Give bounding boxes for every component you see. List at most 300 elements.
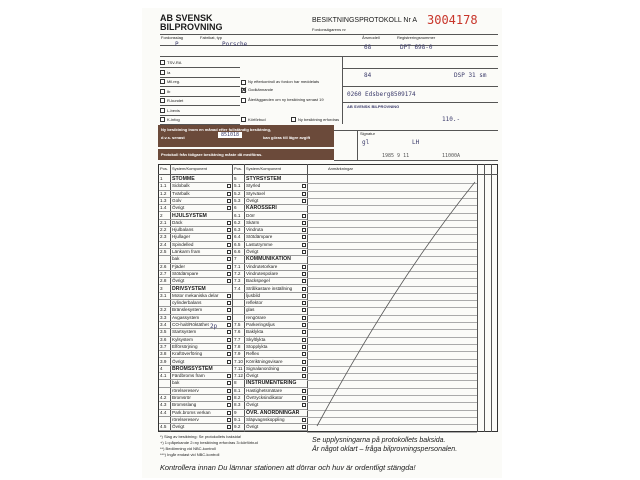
section-header: KAROSSERI — [246, 205, 277, 212]
reg-code-label: Mil.reg. — [167, 79, 181, 84]
row-label: Signalanordning — [246, 365, 280, 371]
row-checkbox[interactable] — [227, 345, 231, 349]
table-row — [159, 205, 232, 212]
row-checkbox[interactable] — [302, 360, 306, 364]
row-label: Stötdämpare — [172, 270, 199, 276]
row-checkbox[interactable] — [302, 294, 306, 298]
table-row — [233, 286, 307, 293]
table-row — [233, 234, 307, 241]
fabrikat-value: Porsche — [222, 41, 248, 48]
row-checkbox[interactable] — [227, 206, 231, 210]
footer-note3: **) Bedömning vid NBC-kontroll — [160, 446, 216, 451]
row-checkbox[interactable] — [302, 235, 306, 239]
row-label: Hjulbalans — [172, 227, 194, 233]
table-row — [159, 220, 232, 227]
notice1-line2: d.v.s. senast — [161, 135, 185, 140]
row-checkbox[interactable] — [227, 418, 231, 422]
row-checkbox[interactable] — [302, 184, 306, 188]
row-number: 3.4 — [160, 322, 167, 327]
row-checkbox[interactable] — [302, 287, 306, 291]
table-row — [233, 402, 307, 409]
logo-line1: AB SVENSK — [160, 13, 213, 23]
table-row — [159, 402, 232, 409]
row-label: glas — [246, 307, 255, 313]
table-row — [159, 322, 232, 329]
row-checkbox[interactable] — [227, 301, 231, 305]
row-checkbox[interactable] — [227, 425, 231, 429]
notice1-date: 851018 — [218, 132, 242, 138]
table-row — [159, 366, 232, 373]
initials-value: LH — [412, 139, 420, 146]
table-row — [233, 220, 307, 227]
row-checkbox[interactable] — [302, 279, 306, 283]
signatur-value: gl — [362, 139, 370, 146]
table-row — [233, 417, 307, 424]
date-value: DSP 31 sm — [454, 72, 487, 79]
row-checkbox[interactable] — [227, 338, 231, 342]
row-label: Vindruta — [246, 227, 264, 233]
row-checkbox[interactable] — [227, 323, 231, 327]
signatur-label: Signatur — [360, 131, 375, 136]
opt3-label: Återlägganden om ny besiktning senast 19 — [248, 97, 324, 102]
row-label: Övrigt — [172, 278, 185, 284]
row-label: Däck — [172, 219, 183, 225]
row-number: 5 — [234, 176, 237, 181]
row-number: 3 — [160, 285, 163, 291]
row-label: Vindrutetorkare — [246, 263, 278, 269]
row-number: 9.2 — [234, 424, 241, 430]
table-row — [233, 410, 307, 417]
arsmodell-value: 68 — [364, 44, 372, 51]
row-label: ljusbild — [246, 292, 261, 298]
table-row — [233, 198, 307, 205]
row-number: 4.2 — [160, 395, 167, 400]
row-checkbox[interactable] — [302, 250, 306, 254]
row-checkbox[interactable] — [302, 389, 306, 393]
table-row — [233, 359, 307, 366]
row-number: 8.3 — [234, 402, 241, 408]
row-checkbox[interactable] — [302, 228, 306, 232]
row-checkbox[interactable] — [227, 199, 231, 203]
protocol-number: 3004178 — [427, 13, 478, 27]
row-checkbox[interactable] — [227, 243, 231, 247]
footer-note6: Är något oklart – fråga bilprovningspersonalen. — [312, 446, 458, 453]
row-number: 9.1 — [234, 416, 241, 422]
row-number: 5.3 — [234, 197, 241, 203]
table-row — [159, 271, 232, 278]
table-row — [233, 191, 307, 198]
reg-code-checkbox[interactable] — [160, 98, 165, 103]
row-label: Stopplykta — [246, 343, 268, 349]
row-number: 7 — [234, 256, 237, 262]
row-checkbox[interactable] — [302, 221, 306, 225]
row-number: 7.8 — [234, 343, 241, 349]
row-label: Motor mekaniska delar — [172, 292, 219, 298]
row-label: bak — [172, 256, 180, 262]
row-number: 8.1 — [234, 387, 241, 393]
date-printed: 1985 9 11 — [382, 153, 410, 159]
table-row — [159, 286, 232, 293]
section-header: STOMME — [172, 176, 195, 182]
row-checkbox[interactable] — [227, 265, 231, 269]
row-label: Övrigt — [246, 197, 259, 203]
row-label: Övrigt — [172, 205, 185, 211]
row-label: Bränslesystem — [172, 307, 203, 313]
form-title: BESIKTNINGSPROTOKOLL Nr A — [312, 17, 418, 24]
pos-label-2: Pos. — [234, 166, 243, 171]
footer-note5: Se upplysningarna på protokollets baksida. — [312, 437, 446, 444]
row-number: 7.4 — [234, 285, 241, 291]
row-label: Övrigt — [246, 424, 259, 430]
table-row — [159, 373, 232, 380]
check-mark-icon: ✕ — [240, 85, 248, 95]
table-row — [159, 388, 232, 395]
row-number: 3.3 — [160, 314, 167, 320]
row-number: 4.3 — [160, 402, 167, 408]
row-label: bak — [172, 380, 180, 386]
reg-code-row — [160, 106, 240, 115]
table-row — [233, 278, 307, 285]
row-checkbox[interactable] — [302, 192, 306, 196]
table-row — [159, 424, 232, 431]
row-checkbox[interactable] — [227, 360, 231, 364]
row-number: 2.1 — [160, 219, 167, 225]
table-row — [233, 344, 307, 351]
table-row — [159, 249, 232, 256]
table-row — [159, 300, 232, 307]
row-number: 7.9 — [234, 351, 241, 357]
system-label: System/Komponent — [172, 166, 207, 171]
row-checkbox[interactable] — [227, 184, 231, 188]
table-row — [233, 373, 307, 380]
reg-code-checkbox[interactable] — [160, 117, 165, 122]
row-checkbox[interactable] — [302, 330, 306, 334]
logo-line2: BILPROVNING — [160, 22, 223, 32]
table-row — [159, 242, 232, 249]
arsmodell-label: Årsmodell — [362, 35, 380, 40]
row-checkbox[interactable] — [227, 272, 231, 276]
row-number: 5.2 — [234, 190, 241, 196]
table-row — [233, 176, 307, 183]
row-label: Spindelled — [172, 241, 194, 247]
row-label: Fjäder — [172, 263, 186, 269]
row-checkbox[interactable] — [302, 243, 306, 247]
table-row — [159, 337, 232, 344]
row-checkbox[interactable] — [227, 352, 231, 356]
anm-label: Anmärkningar — [328, 166, 353, 171]
reg-code-label: TSV-RA — [167, 60, 182, 65]
table-row — [233, 293, 307, 300]
table-row — [159, 395, 232, 402]
reg-code-row — [160, 96, 240, 105]
row-label: Övrigt — [246, 249, 259, 254]
row-label: Övrigt — [246, 402, 259, 408]
row-label: Hastighetsmätare — [246, 387, 283, 393]
row-checkbox[interactable] — [227, 221, 231, 225]
reg-code-label: L-bevis — [167, 107, 180, 113]
row-label: Länkarm fram — [172, 249, 201, 254]
row-label: Strålkastare inställning — [246, 285, 293, 291]
row-number: 1 — [160, 176, 163, 181]
footer-bottom: Kontrollera innan Du lämnar stationen att dörrar och huv är ordentligt stängda! — [160, 463, 416, 472]
row-number: 3.1 — [160, 292, 167, 298]
fabrikat-label: Fabrikat, typ — [200, 35, 223, 40]
row-number: 4.5 — [160, 424, 167, 430]
section-header: DRIVSYSTEM — [172, 285, 206, 292]
row-checkbox[interactable] — [227, 279, 231, 283]
row-number: 6.1 — [234, 212, 241, 218]
row-checkbox[interactable] — [302, 301, 306, 305]
section-header: BROMSSYSTEM — [172, 365, 213, 372]
reg-code-row — [160, 115, 240, 124]
fordonsslag-label: Fordonsslag — [161, 35, 184, 40]
row-checkbox[interactable] — [227, 308, 231, 312]
row-label: Stötdämpare — [246, 234, 273, 240]
row-number: 8 — [234, 380, 237, 386]
station-stamp: AB SVENSK BILPROVNING — [347, 104, 400, 109]
reg-code-checkbox[interactable] — [160, 60, 165, 65]
table-row — [159, 227, 232, 234]
row-label: rörelsereserv — [172, 416, 199, 422]
row-checkbox[interactable] — [227, 257, 231, 261]
row-label: rörelsereserv — [172, 387, 199, 393]
regnr-value: DPT 698-0 — [400, 44, 433, 51]
inspection-protocol-form — [142, 8, 502, 478]
section-header: KOMMUNIKATION — [246, 256, 291, 263]
table-row — [159, 176, 232, 183]
reg-code-label: K-infog — [167, 117, 180, 122]
footer-note1: *) Slag av besiktning: Se protokollets baksida! — [160, 434, 242, 439]
table-row — [159, 359, 232, 366]
row-checkbox[interactable] — [227, 381, 231, 385]
reg-code-row — [160, 77, 240, 86]
table-row — [159, 278, 232, 285]
table-row — [233, 227, 307, 234]
reg-code-label: Ia — [167, 69, 171, 75]
row-number: 7.10 — [234, 358, 243, 364]
row-checkbox[interactable] — [227, 235, 231, 239]
row-checkbox[interactable] — [302, 374, 306, 378]
table-row — [233, 380, 307, 387]
row-number: 7.1 — [234, 263, 241, 269]
opt4-checkbox[interactable] — [241, 117, 246, 122]
row-label: Körriktningsvisare — [246, 358, 283, 364]
row-label: Övrtrycksindikator — [246, 395, 283, 400]
table-row — [233, 264, 307, 271]
pos-label: Pos. — [160, 166, 169, 171]
row-checkbox[interactable] — [302, 272, 306, 276]
row-checkbox[interactable] — [302, 214, 306, 218]
row-number: 7.3 — [234, 278, 241, 284]
row-number: 3.9 — [160, 358, 167, 364]
table-row — [233, 249, 307, 256]
notice1-line1: Ny besiktning inom en månad efter fullständig besiktning, — [161, 127, 272, 132]
table-row — [159, 293, 232, 300]
section-header: HJULSYSTEM — [172, 212, 207, 219]
table-row — [233, 256, 307, 263]
row-label: Baklykta — [246, 329, 264, 335]
row-label: Backspegel — [246, 278, 270, 284]
row-checkbox[interactable] — [302, 338, 306, 342]
row-label: Elförsörjning — [172, 343, 198, 349]
opt2-label: Godkännande — [248, 87, 274, 92]
notice-band-2 — [158, 149, 334, 160]
table-row — [233, 366, 307, 373]
row-label: Bromsslang — [172, 402, 197, 408]
row-label: Dörr — [246, 212, 255, 218]
row-checkbox[interactable] — [302, 403, 306, 407]
row-label: Skärm — [246, 219, 260, 225]
row-checkbox[interactable] — [302, 345, 306, 349]
row-number: 8.2 — [234, 395, 241, 400]
table-row — [233, 424, 307, 431]
row-checkbox[interactable] — [302, 323, 306, 327]
row-label: Skyltlykta — [246, 336, 266, 342]
row-number: 6 — [234, 205, 237, 211]
row-label: Lastutrymme — [246, 241, 273, 247]
row-number: 6.4 — [234, 234, 241, 240]
row-number: 2.4 — [160, 241, 167, 247]
table-row — [159, 417, 232, 424]
reg-code-row — [160, 68, 240, 77]
matarstallning-value: 84 — [364, 72, 372, 79]
row-checkbox[interactable] — [302, 418, 306, 422]
registreringsnummer-label: Registreringsnummer — [397, 35, 436, 40]
table-row — [233, 329, 307, 336]
row-number: 6.3 — [234, 227, 241, 233]
row-checkbox[interactable] — [227, 396, 231, 400]
notice1-line3: kan göras till lägre avgift — [263, 135, 311, 140]
row-number: 5.1 — [234, 183, 241, 189]
table-row — [233, 183, 307, 190]
table-row — [159, 344, 232, 351]
row-number: 1.4 — [160, 205, 167, 211]
row-label: Övrigt — [172, 358, 185, 364]
left-handwritten-mark: 2p — [210, 323, 218, 330]
row-checkbox[interactable] — [227, 374, 231, 378]
row-number: 3.7 — [160, 343, 167, 349]
row-checkbox[interactable] — [302, 265, 306, 269]
row-number: 1.3 — [160, 197, 167, 203]
row-number: 7.6 — [234, 329, 241, 335]
row-label: Parkeringsljus — [246, 322, 275, 327]
chassinummer-value: 0260 Edsberg8509174 — [347, 91, 416, 98]
row-label: Färdbroms fram — [172, 373, 205, 379]
row-number: 2.8 — [160, 278, 167, 284]
row-checkbox[interactable] — [227, 250, 231, 254]
row-checkbox[interactable] — [227, 389, 231, 393]
table-row — [233, 322, 307, 329]
table-row — [159, 329, 232, 336]
system-label-2: System/Komponent — [246, 166, 281, 171]
table-row — [159, 234, 232, 241]
table-row — [159, 183, 232, 190]
table-row — [233, 271, 307, 278]
row-checkbox[interactable] — [227, 330, 231, 334]
row-label: Tvärbalk — [172, 190, 190, 196]
table-row — [233, 213, 307, 220]
row-number: 3.2 — [160, 307, 167, 313]
table-row — [159, 264, 232, 271]
row-label: Park.broms verkan — [172, 409, 211, 415]
table-row — [233, 242, 307, 249]
row-checkbox[interactable] — [227, 316, 231, 320]
row-number: 9 — [234, 409, 237, 415]
section-header: STYRSYSTEM — [246, 176, 282, 182]
row-checkbox[interactable] — [227, 192, 231, 196]
section-header: ÖVR. ANORDNINGAR — [246, 409, 300, 416]
row-checkbox[interactable] — [302, 425, 306, 429]
opt5-label: Ny besiktning erfordras — [298, 117, 340, 122]
row-number: 2.3 — [160, 234, 167, 240]
row-number: 4.1 — [160, 373, 167, 379]
reg-code-checkbox[interactable] — [160, 89, 165, 94]
reg-code-label: R-kundet — [167, 98, 184, 103]
table-row — [233, 300, 307, 307]
reg-code-checkbox[interactable] — [160, 108, 165, 113]
table-row — [233, 315, 307, 322]
row-checkbox[interactable] — [302, 199, 306, 203]
row-checkbox[interactable] — [227, 228, 231, 232]
row-number: 1.1 — [160, 183, 167, 189]
reg-code-row — [160, 58, 240, 67]
row-label: Kraftöverföring — [172, 351, 203, 357]
table-row — [233, 395, 307, 402]
row-number: 7.7 — [234, 336, 241, 342]
table-row — [159, 351, 232, 358]
row-number: 7.11 — [234, 365, 243, 371]
row-label: Sidobalk — [172, 183, 190, 189]
opt5-checkbox[interactable] — [291, 117, 296, 122]
table-row — [159, 315, 232, 322]
footer-note4: ***) Ingår endast vid NBC-kontroll — [160, 452, 220, 457]
station-value: 110.- — [442, 116, 461, 123]
row-checkbox[interactable] — [302, 396, 306, 400]
row-label: Styrled — [246, 183, 261, 189]
reg-code-checkbox[interactable] — [160, 70, 165, 75]
table-row — [159, 410, 232, 417]
reg-code-row — [160, 87, 240, 96]
row-number: 2 — [160, 212, 163, 218]
row-number: 6.6 — [234, 249, 241, 254]
opt4-label: Körförbud — [248, 117, 266, 122]
row-number: 2.6 — [160, 263, 167, 269]
row-checkbox[interactable] — [227, 403, 231, 407]
fordonsslag-value: P — [175, 41, 179, 48]
row-label: Styrväxel — [246, 190, 265, 196]
table-row — [159, 191, 232, 198]
table-row — [233, 351, 307, 358]
row-checkbox[interactable] — [227, 294, 231, 298]
row-checkbox[interactable] — [302, 352, 306, 356]
reg-code-checkbox[interactable] — [160, 79, 165, 84]
diagonal-strike — [307, 174, 477, 432]
row-number: 6.2 — [234, 219, 241, 225]
table-row — [159, 380, 232, 387]
row-number: 4.4 — [160, 409, 167, 415]
opt1-label: Ny efterkontroll av fordon har meddelats — [248, 79, 320, 84]
row-label: Övrigt — [172, 424, 185, 430]
table-row — [159, 198, 232, 205]
table-row — [233, 307, 307, 314]
row-checkbox[interactable] — [302, 316, 306, 320]
row-checkbox[interactable] — [302, 308, 306, 312]
row-label: cylinderbalans — [172, 300, 202, 306]
row-label: CO-halt/Röktäthet — [172, 322, 209, 327]
opt3-checkbox[interactable] — [241, 98, 246, 103]
row-checkbox[interactable] — [302, 367, 306, 371]
row-checkbox[interactable] — [227, 411, 231, 415]
